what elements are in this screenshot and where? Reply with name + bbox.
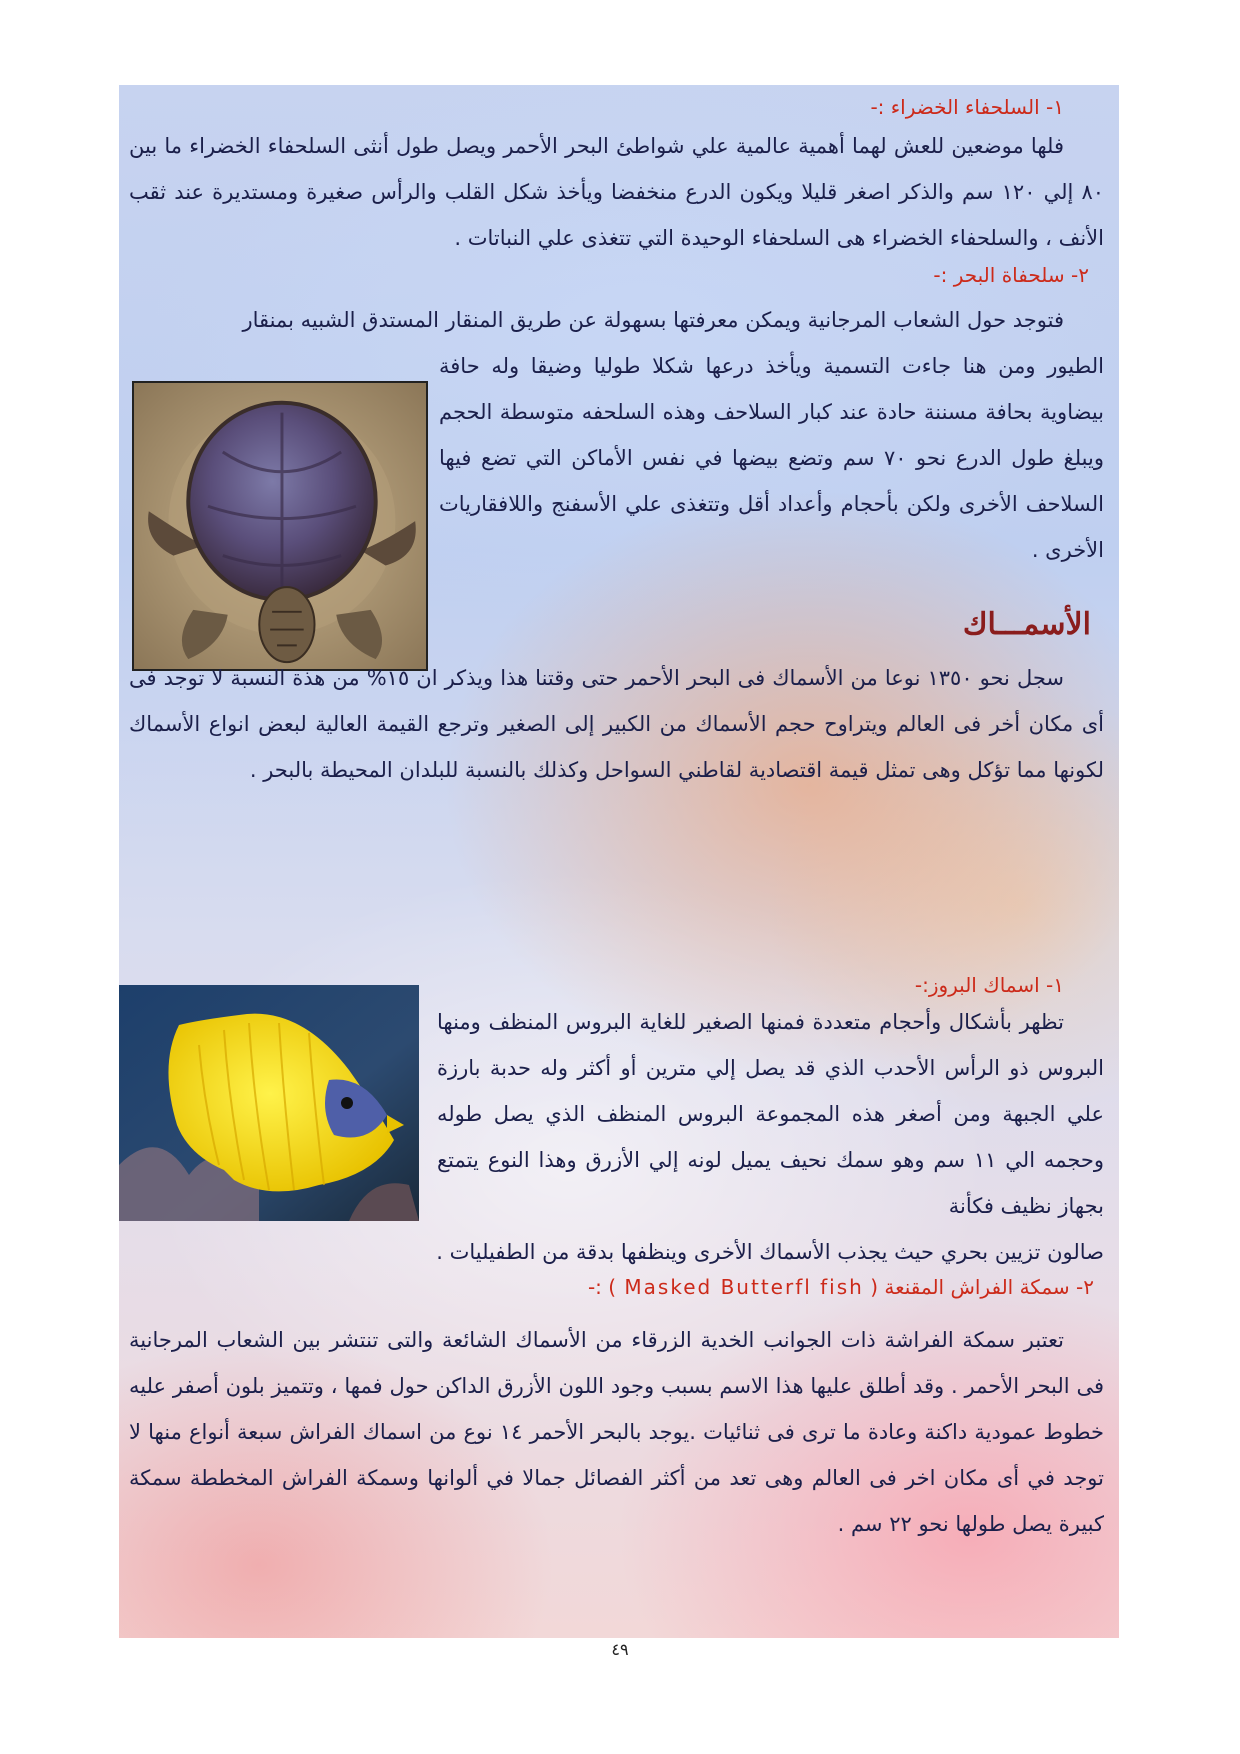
wrasse-heading: ١- اسماك البروز:- (914, 973, 1064, 997)
sea-turtle-photo (132, 381, 428, 671)
page-number: ٤٩ (611, 1640, 629, 1659)
fish-section-title: الأسمـــاك (962, 607, 1091, 642)
page-sheet (119, 85, 1119, 1638)
masked-butterflyfish-paragraph: تعتبر سمكة الفراشة ذات الجوانب الخدية الزرقاء من الأسماك الشائعة والتى تنتشر بين الشعاب المرجانية فى البحر الأحمر . وقد أطلق عليها هذا الاسم بسبب وجود اللون الأزرق الداكن حول فمها ، وتتميز بلون أصفر عليه خطوط عمودية داكنة وعادة ما ترى فى ثنائيات .يوجد بالبحر الأحمر ١٤ نوع من اسماك الفراش سبعة أنواع منها لا توجد في أى مكان اخر فى العالم وهى تعد من أكثر الفصائل جمالا في ألوانها وسمكة الفراش المخططة سمكة كبيرة يصل طولها نحو ٢٢ سم . (129, 1328, 1105, 1536)
green-turtle-heading: ١- السلحفاء الخضراء :- (870, 95, 1064, 119)
fish-intro-paragraph: سجل نحو ١٣٥٠ نوعا من الأسماك فى البحر الأحمر حتى وقتنا هذا ويذكر ان ١٥% من هذة النسبة لا توجد فى أى مكان أخر فى العالم ويتراوح حجم الأسماك من الكبير إلى الصغير وترجع القيمة العالية لبعض انواع الأسماك لكونها مما تؤكل وهى تمثل قيمة اقتصادية لقاطني السواحل وكذلك بالنسبة للبلدان المحيطة بالبحر . (129, 666, 1104, 782)
green-turtle-paragraph: فلها موضعين للعش لهما أهمية عالمية علي شواطئ البحر الأحمر ويصل طول أنثى السلحفاء الخضراء ما بين ٨٠ إلي ١٢٠ سم والذكر اصغر قليلا ويكون الدرع منخفضا ويأخذ شكل القلب والرأس صغيرة ومستديرة عند ثقب الأنف ، والسلحفاء الخضراء هى السلحفاء الوحيدة التي تتغذى علي النباتات . (129, 134, 1104, 250)
wrasse-paragraph-side: تظهر بأشكال وأحجام متعددة فمنها الصغير للغاية البروس المنظف ومنها البروس ذو الرأس الأحدب الذي قد يصل إلي مترين أو أكثر وله حدبة بارزة علي الجبهة ومن أصغر هذه المجموعة البروس المنظف الذي يصل طوله وحجمه الي ١١ سم وهو سمك نحيف يميل لونه إلي الأزرق وهذا النوع يتمتع بجهاز نظيف فكأنة (437, 1010, 1105, 1218)
wrasse-paragraph-bottom: صالون تزيين بحري حيث يجذب الأسماك الأخرى وينظفها بدقة من الطفيليات . (436, 1240, 1104, 1264)
masked-butterflyfish-heading: ٢- سمكة الفراش المقنعة ( Masked Butterfl fish ) :- (587, 1275, 1094, 1299)
sea-turtle-paragraph-top: فتوجد حول الشعاب المرجانية ويمكن معرفتها بسهولة عن طريق المنقار المستدق الشبيه بمنقار (242, 308, 1064, 332)
sea-turtle-heading: ٢- سلحفاة البحر :- (933, 263, 1089, 287)
sea-turtle-paragraph-side: الطيور ومن هنا جاءت التسمية ويأخذ درعها شكلا طوليا وضيقا وله حافة بيضاوية بحافة مسننة حادة عند كبار السلاحف وهذه السلحفه متوسطة الحجم ويبلغ طول الدرع نحو ٧٠ سم وتضع بيضها في نفس الأماكن التي تضع فيها السلاحف الأخرى ولكن بأحجام وأعداد أقل وتتغذى علي الأسفنج واللافقاريات الأخرى . (439, 354, 1104, 562)
butterfly-fish-photo (119, 985, 419, 1221)
